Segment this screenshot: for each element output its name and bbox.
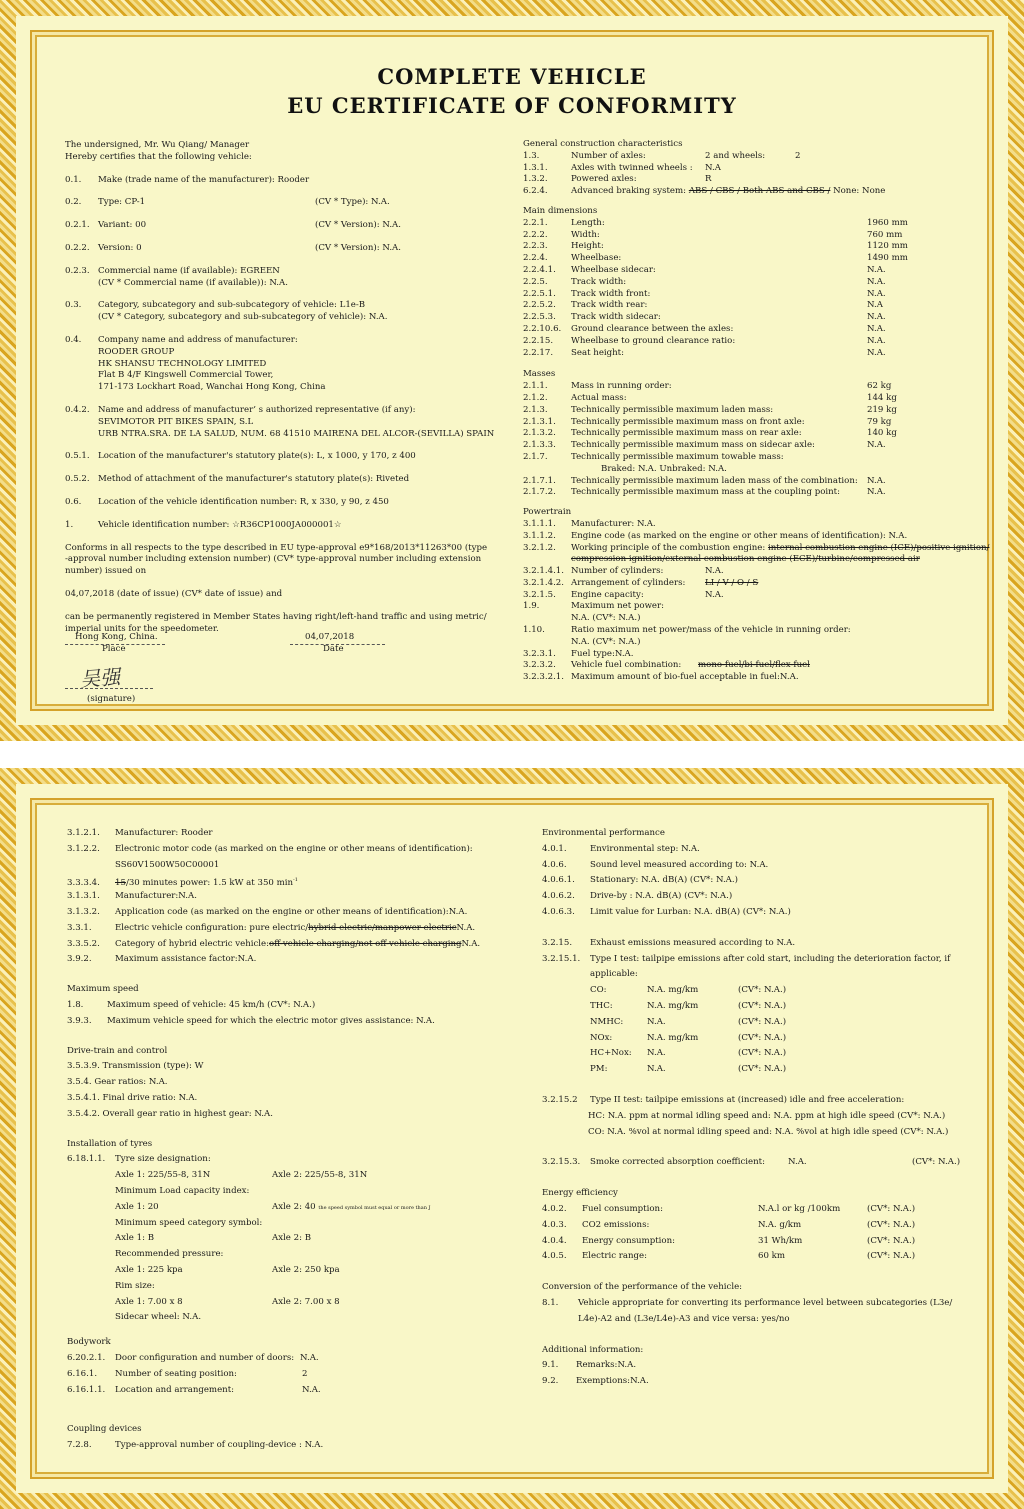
dimension-row: 2.2.1. Length: 1960 mm xyxy=(523,217,908,228)
mass-row: 2.1.3.2. Technically permissible maximum mass on rear axle: 140 kg xyxy=(523,428,897,439)
emission-row: PM: N.A. (CV*: N.A.) xyxy=(590,1064,787,1075)
registration-line-1: can be permanently registered in Member States having right/left-hand traffic and using metric/ xyxy=(65,611,487,622)
vin-row: 1. Vehicle identification number: ☆R36CP1000JA000001☆ xyxy=(65,519,342,530)
pressure-label-row: Recommended pressure: xyxy=(115,1249,224,1260)
energy-efficiency-heading: Energy efficiency xyxy=(542,1188,618,1199)
mass-row: 2.1.7. Technically permissible maximum towable mass: xyxy=(523,451,784,462)
dimension-row: 2.2.17. Seat height: N.A. xyxy=(523,347,886,358)
fuel-type-row: 3.2.3.1. Fuel type:N.A. xyxy=(523,648,634,659)
company-line-4: 171-173 Lockhart Road, Wanchai Hong Kong, China xyxy=(98,382,326,393)
conversion-heading: Conversion of the performance of the vehicle: xyxy=(542,1282,743,1293)
motor-power-row: 3.3.3.4. 15/30 minutes power: 1.5 kW at 350 $\min^{-1}$ xyxy=(67,877,298,889)
sidecar-wheel-row: Sidecar wheel: N.A. xyxy=(115,1312,202,1323)
braked-row: Braked: N.A. Unbraked: N.A. xyxy=(601,463,727,474)
type-row: 0.2. Type: CP-1 (CV * Type): N.A. xyxy=(65,197,390,208)
additional-info-heading: Additional information: xyxy=(542,1344,644,1355)
ev-configuration-row: 3.3.1. Electric vehicle configuration: pure electric/hybrid electric/manpower electricN.A. xyxy=(67,922,476,933)
emission-row: THC: N.A. mg/km (CV*: N.A.) xyxy=(590,1000,787,1011)
dimension-row: 2.2.4. Wheelbase: 1490 mm xyxy=(523,253,908,264)
biofuel-row: 3.2.3.2.1. Maximum amount of bio-fuel acceptable in fuel:N.A. xyxy=(523,672,799,683)
assistance-factor-row: 3.9.2. Maximum assistance factor:N.A. xyxy=(67,954,257,965)
date-value: 04,07,2018 xyxy=(290,632,385,645)
dimension-row: 2.2.4.1. Wheelbase sidecar: N.A. xyxy=(523,264,886,275)
bodywork-heading: Bodywork xyxy=(67,1337,111,1348)
max-net-power-value-row: N.A. (CV*: N.A.) xyxy=(571,613,641,624)
cylinder-arrangement-row: 3.2.1.4.2. Arrangement of cylinders: LI / V / O / S xyxy=(523,577,759,588)
page-gap xyxy=(0,741,1024,768)
rim-label-row: Rim size: xyxy=(115,1280,155,1291)
motor-code-row: 3.1.2.2. Electronic motor code (as marked on the engine or other means of identification): xyxy=(67,843,473,854)
commercial-name-cv-row: (CV * Commercial name (if available)): N.A. xyxy=(98,277,288,288)
twinned-wheels-row: 1.3.1. Axles with twinned wheels : N.A xyxy=(523,162,721,173)
working-principle-row-2: compression ignition/external combustion engine (ECE)/turbine/compressed air xyxy=(571,554,920,565)
cylinders-row: 3.2.1.4.1. Number of cylinders: N.A. xyxy=(523,566,724,577)
remarks-row: 9.1. Remarks:N.A. xyxy=(542,1360,637,1371)
motor-manufacturer-row: 3.1.2.1. Manufacturer: Rooder xyxy=(67,828,213,838)
environment-heading: Environmental performance xyxy=(542,828,665,838)
commercial-name-row: 0.2.3. Commercial name (if available): EGREEN xyxy=(65,265,280,276)
gear-ratios-row: 3.5.4. Gear ratios: N.A. xyxy=(67,1077,168,1088)
page1-right-column xyxy=(523,139,990,684)
signature-label: (signature) xyxy=(87,694,136,704)
tyre-size-row: 6.18.1.1. Tyre size designation: xyxy=(67,1154,211,1165)
speed-symbol-label-row: Minimum speed category symbol: xyxy=(115,1217,263,1228)
company-line-3: Flat B 4/F Kingswell Commercial Tower, xyxy=(98,370,274,381)
intro-line-2: Hereby certifies that the following vehicle: xyxy=(65,151,252,162)
engine-capacity-row: 3.2.1.5. Engine capacity: N.A. xyxy=(523,589,724,600)
coupling-heading: Coupling devices xyxy=(67,1424,142,1435)
env-step-row: 4.0.1. Environmental step: N.A. xyxy=(542,843,700,854)
final-drive-row: 3.5.4.1. Final drive ratio: N.A. xyxy=(67,1092,198,1103)
power-mass-ratio-row: 1.10. Ratio maximum net power/mass of the vehicle in running order: xyxy=(523,625,851,636)
registration-line-2: imperial units for the speedometer. xyxy=(65,623,219,634)
type2-hc-row: HC: N.A. ppm at normal idling speed and: N.A. ppm at high idle speed (CV*: N.A.) xyxy=(588,1110,946,1121)
category-row: 0.3. Category, subcategory and sub-subcategory of vehicle: L1e-B xyxy=(65,300,366,311)
page2-right-column xyxy=(542,826,982,1390)
exhaust-row: 3.2.15. Exhaust emissions measured according to N.A. xyxy=(542,937,796,948)
masses-list xyxy=(523,381,903,464)
company-line-2: HK SHANSU TECHNOLOGY LIMITED xyxy=(98,358,267,369)
max-speed-row: 1.8. Maximum speed of vehicle: 45 km/h (CV*: N.A.) xyxy=(67,999,316,1010)
smoke-row: 3.2.15.3. Smoke corrected absorption coefficient: N.A. (CV*: N.A.) xyxy=(542,1157,961,1168)
page2-left-column xyxy=(67,826,527,1454)
plate-location-row: 0.5.1. Location of the manufacturer's statutory plate(s): L, x 1000, y 170, z 400 xyxy=(65,451,416,462)
dimension-row: 2.2.5.2. Track width rear: N.A xyxy=(523,300,883,311)
title-line-2: EU CERTIFICATE OF CONFORMITY xyxy=(287,93,737,118)
working-principle-row: 3.2.1.2. Working principle of the combustion engine: internal combustion engine (ICE)/positive ignition/ xyxy=(523,542,990,553)
emission-row: CO: N.A. mg/km (CV*: N.A.) xyxy=(590,985,787,996)
conformity-line-1: Conforms in all respects to the type described in EU type-approval e9*168/2013*11263*00 (type xyxy=(65,542,488,553)
vin-location-row: 0.6. Location of the vehicle identification number: R, x 330, y 90, z 450 xyxy=(65,496,389,507)
energy-list xyxy=(542,1202,982,1265)
overall-gear-row: 3.5.4.2. Overall gear ratio in highest gear: N.A. xyxy=(67,1108,273,1119)
engine-code-row: 3.1.1.2. Engine code (as marked on the engine or other means of identification): N.A. xyxy=(523,530,908,541)
sound-level-row: 4.0.6. Sound level measured according to: N.A. xyxy=(542,859,769,870)
drivetrain-heading: Drive-train and control xyxy=(67,1045,168,1056)
fuel-combination-row: 3.2.3.2. Vehicle fuel combination: mono-fuel/bi-fuel/flex-fuel xyxy=(523,660,810,671)
masses-heading: Masses xyxy=(523,369,556,380)
plate-attachment-row: 0.5.2. Method of attachment of the manufacturer's statutory plate(s): Riveted xyxy=(65,474,410,485)
axles-row: 1.3. Number of axles: 2 and wheels: 2 xyxy=(523,150,801,161)
load-index-label-row: Minimum Load capacity index: xyxy=(115,1185,250,1196)
intro-line-1: The undersigned, Mr. Wu Qiang/ Manager xyxy=(65,140,250,150)
energy-row: 4.0.4. Energy consumption: 31 Wh/km (CV*: N.A.) xyxy=(542,1235,916,1246)
emission-row: NOx: N.A. mg/km (CV*: N.A.) xyxy=(590,1032,787,1043)
place-value: Hong Kong, China. xyxy=(65,632,165,645)
issue-date-row: 04,07,2018 (date of issue) (CV* date of issue) and xyxy=(65,588,283,599)
mass-row: 2.1.3.3. Technically permissible maximum mass on sidecar axle: N.A. xyxy=(523,440,886,451)
dimensions-list xyxy=(523,217,908,360)
energy-row: 4.0.3. CO2 emissions: N.A. g/km (CV*: N.A.) xyxy=(542,1219,916,1230)
doors-row: 6.20.2.1. Door configuration and number of doors: N.A. xyxy=(67,1352,319,1363)
signature-block xyxy=(65,632,505,656)
dimension-row: 2.2.10.6. Ground clearance between the axles: N.A. xyxy=(523,323,886,334)
mass-row: 2.1.1. Mass in running order: 62 kg xyxy=(523,381,892,392)
seating-row: 6.16.1. Number of seating position: 2 xyxy=(67,1368,308,1379)
mass-row: 2.1.3.1. Technically permissible maximum mass on front axle: 79 kg xyxy=(523,416,892,427)
company-line-1: ROODER GROUP xyxy=(98,346,175,357)
energy-row: 4.0.2. Fuel consumption: N.A.l or kg /100km (CV*: N.A.) xyxy=(542,1203,916,1214)
tyre-size-values-row: Axle 1: 225/55-8, 31N Axle 2: 225/55-8, 31N xyxy=(115,1170,368,1181)
coupling-row: 7.2.8. Type-approval number of coupling-device : N.A. xyxy=(67,1440,324,1451)
version-row: 0.2.2. Version: 0 (CV * Version): N.A. xyxy=(65,242,401,253)
representative-label-row: 0.4.2. Name and address of manufacturer’ s authorized representative (if any): xyxy=(65,404,416,415)
assist-speed-row: 3.9.3. Maximum vehicle speed for which the electric motor gives assistance: N.A. xyxy=(67,1015,435,1026)
emission-row: NMHC: N.A. (CV*: N.A.) xyxy=(590,1016,787,1027)
variant-row: 0.2.1. Variant: 00 (CV * Version): N.A. xyxy=(65,220,401,231)
representative-line-1: SEVIMOTOR PIT BIKES SPAIN, S.L xyxy=(98,416,254,427)
mass-row: 2.1.7.2. Technically permissible maximum mass at the coupling point: N.A. xyxy=(523,487,886,498)
app-manufacturer-row: 3.1.3.1. Manufacturer:N.A. xyxy=(67,891,197,902)
transmission-row: 3.5.3.9. Transmission (type): W xyxy=(67,1061,204,1072)
max-net-power-row: 1.9. Maximum net power: xyxy=(523,601,665,612)
type2-test-row: 3.2.15.2 Type II test: tailpipe emissions at (increased) idle and free acceleration: xyxy=(542,1094,905,1105)
pressure-values-row: Axle 1: 225 kpa Axle 2: 250 kpa xyxy=(115,1264,340,1275)
stationary-row: 4.0.6.1. Stationary: N.A. dB(A) (CV*: N.A.) xyxy=(542,875,738,886)
type1-test-row: 3.2.15.1. Type I test: tailpipe emissions after cold start, including the deterioration factor, if xyxy=(542,953,951,964)
type1-applicable-row: applicable: xyxy=(590,969,638,980)
dimension-row: 2.2.15. Wheelbase to ground clearance ratio: N.A. xyxy=(523,335,886,346)
seating-location-row: 6.16.1.1. Location and arrangement: N.A. xyxy=(67,1384,321,1395)
dimension-row: 2.2.5. Track width: N.A. xyxy=(523,276,886,287)
power-mass-ratio-value-row: N.A. (CV*: N.A.) xyxy=(571,636,641,647)
masses-list-2 xyxy=(523,476,903,500)
motor-code-value-row: SS60V1500W50C00001 xyxy=(115,859,220,870)
page1-left-column xyxy=(65,140,505,635)
handwritten-signature: 吴强 xyxy=(79,664,121,692)
title-line-1: COMPLETE VEHICLE xyxy=(377,64,647,89)
dimension-row: 2.2.2. Width: 760 mm xyxy=(523,229,903,240)
exemptions-row: 9.2. Exemptions:N.A. xyxy=(542,1376,649,1387)
date-label: Date xyxy=(323,644,344,654)
conversion-row-2: L4e)-A2 and (L3e/L4e)-A3 and vice versa: yes/no xyxy=(578,1313,790,1324)
max-speed-heading: Maximum speed xyxy=(67,984,139,995)
dimension-row: 2.2.3. Height: 1120 mm xyxy=(523,241,908,252)
conformity-line-2: -approval number including extension number) (CV* type-approval number including extension xyxy=(65,554,482,565)
powertrain-manufacturer-row: 3.1.1.1. Manufacturer: N.A. xyxy=(523,518,656,529)
type2-co-row: CO: N.A. %vol at normal idling speed and: N.A. %vol at high idle speed (CV*: N.A.) xyxy=(588,1126,949,1137)
category-cv-row: (CV * Category, subcategory and sub-subcategory of vehicle): N.A. xyxy=(98,312,388,323)
powertrain-heading: Powertrain xyxy=(523,507,572,518)
emission-row: HC+Nox: N.A. (CV*: N.A.) xyxy=(590,1048,787,1059)
powered-axles-row: 1.3.2. Powered axles: R xyxy=(523,174,712,185)
representative-line-2: URB NTRA.SRA. DE LA SALUD, NUM. 68 41510 MAIRENA DEL ALCOR-(SEVILLA) SPAIN xyxy=(98,428,495,439)
application-code-row: 3.1.3.2. Application code (as marked on the engine or other means of identification):N.A. xyxy=(67,906,468,917)
dimension-row: 2.2.5.1. Track width front: N.A. xyxy=(523,288,886,299)
mass-row: 2.1.7.1. Technically permissible maximum laden mass of the combination: N.A. xyxy=(523,475,886,486)
company-label-row: 0.4. Company name and address of manufacturer: xyxy=(65,334,298,345)
emissions-list xyxy=(542,983,982,1078)
rim-values-row: Axle 1: 7.00 x 8 Axle 2: 7.00 x 8 xyxy=(115,1296,340,1307)
limit-value-row: 4.0.6.3. Limit value for Lurban: N.A. dB(A) (CV*: N.A.) xyxy=(542,906,791,917)
energy-row: 4.0.5. Electric range: 60 km (CV*: N.A.) xyxy=(542,1251,916,1262)
drive-by-row: 4.0.6.2. Drive-by : N.A. dB(A) (CV*: N.A.) xyxy=(542,891,733,902)
signature-line xyxy=(65,688,153,689)
tyres-heading: Installation of tyres xyxy=(67,1138,153,1149)
mass-row: 2.1.3. Technically permissible maximum laden mass: 219 kg xyxy=(523,404,897,415)
place-label: Place xyxy=(102,644,126,654)
dimension-row: 2.2.5.3. Track width sidecar: N.A. xyxy=(523,312,886,323)
mass-row: 2.1.2. Actual mass: 144 kg xyxy=(523,392,897,403)
conversion-row: 8.1. Vehicle appropriate for converting its performance level between subcategories (L3e/ xyxy=(542,1297,953,1308)
general-construction-heading: General construction characteristics xyxy=(523,139,683,149)
braking-system-row: 6.2.4. Advanced braking system: ABS / CBS / Both ABS and CBS / None: None xyxy=(523,186,886,197)
load-index-values-row: Axle 1: 20 Axle 2: 40 the speed symbol must equal or more than J xyxy=(115,1201,431,1212)
speed-symbol-values-row: Axle 1: B Axle 2: B xyxy=(115,1233,312,1244)
make-row: 0.1. Make (trade name of the manufacturer): Rooder xyxy=(65,174,310,185)
main-dimensions-heading: Main dimensions xyxy=(523,205,598,216)
hybrid-category-row: 3.3.5.2. Category of hybrid electric vehicle:off-vehicle charging/not off-vehicle chargingN.A. xyxy=(67,938,481,949)
conformity-line-3: number) issued on xyxy=(65,566,147,577)
